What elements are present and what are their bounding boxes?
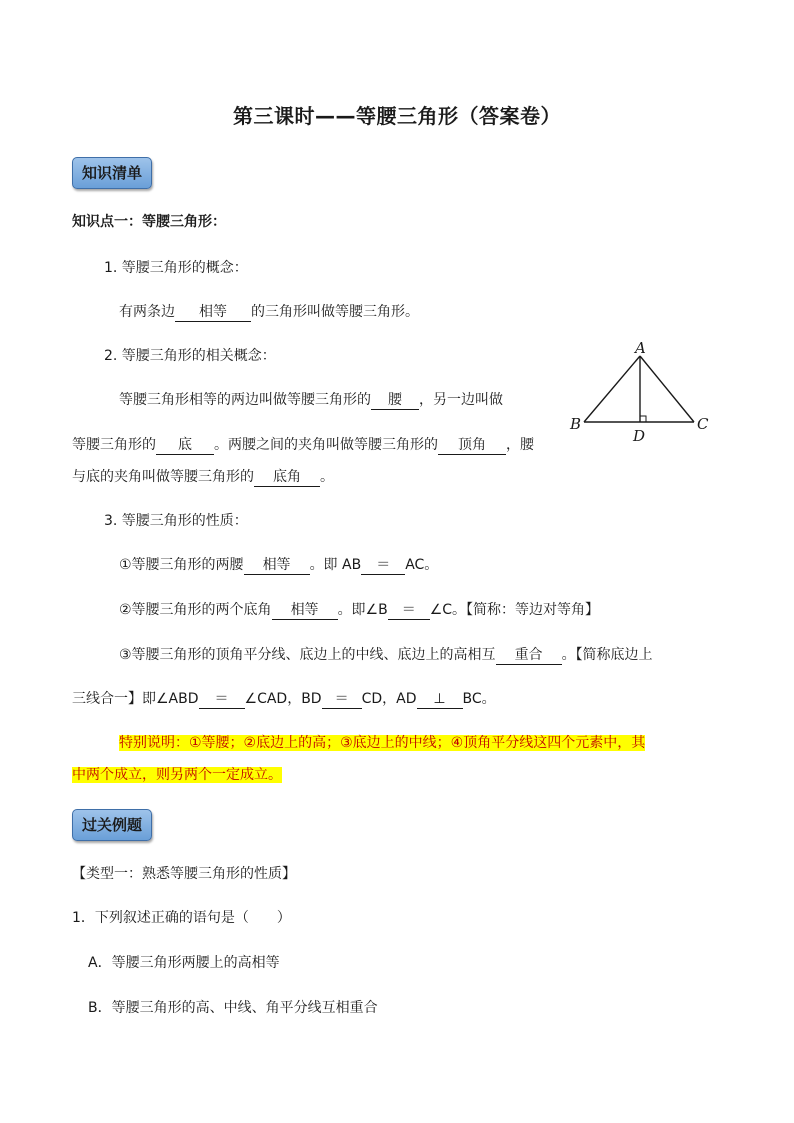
answer-blank: 相等 <box>244 556 310 575</box>
answer-blank: 相等 <box>175 303 251 322</box>
knowledge-point-heading: 知识点一：等腰三角形： <box>72 214 226 230</box>
text: 。即 AB <box>309 557 362 573</box>
text: BC。 <box>462 691 496 707</box>
text: 等腰三角形的 <box>72 437 156 453</box>
property-2 <box>119 600 599 620</box>
isosceles-triangle-figure <box>566 342 716 446</box>
point-d-label: D <box>633 427 646 445</box>
answer-blank: ＝ <box>361 556 405 575</box>
answer-blank: 底 <box>156 436 214 455</box>
text: ∠C。【简称：等边对等角】 <box>429 602 600 618</box>
question1-option-a: A．等腰三角形两腰上的高相等 <box>88 955 280 971</box>
property-1 <box>119 555 438 575</box>
item2-line1 <box>119 390 503 410</box>
property-3-continued <box>72 689 496 709</box>
vertex-b-label: B <box>570 415 582 433</box>
text: CD，AD <box>361 691 417 707</box>
text: 。即∠B <box>337 602 388 618</box>
answer-blank: ＝ <box>199 690 245 709</box>
answer-blank: ＝ <box>388 601 430 620</box>
text: 。【简称底边上 <box>561 647 653 663</box>
text: 三线合一】即∠ABD <box>72 691 199 707</box>
text: AC。 <box>405 557 439 573</box>
text: 等腰三角形相等的两边叫做等腰三角形的 <box>119 392 371 408</box>
special-note-line1 <box>119 733 645 753</box>
answer-blank: 底角 <box>254 468 320 487</box>
text: ②等腰三角形的两个底角 <box>119 602 272 618</box>
item2-line2 <box>72 435 534 455</box>
type1-heading: 【类型一：熟悉等腰三角形的性质】 <box>72 866 296 882</box>
right-angle-mark <box>640 416 646 422</box>
property-3 <box>119 645 653 665</box>
side-ac <box>640 356 694 422</box>
text: ①等腰三角形的两腰 <box>119 557 244 573</box>
text: ，腰 <box>506 437 534 453</box>
text: ③等腰三角形的顶角平分线、底边上的中线、底边上的高相互 <box>119 647 496 663</box>
item2-line3 <box>72 467 334 487</box>
text: 。两腰之间的夹角叫做等腰三角形的 <box>214 437 438 453</box>
answer-blank: 顶角 <box>438 436 506 455</box>
section-badge-knowledge: 知识清单 <box>72 157 152 189</box>
special-note-line2 <box>72 765 282 785</box>
text: 的三角形叫做等腰三角形。 <box>251 304 419 320</box>
page-title: 第三课时——等腰三角形（答案卷） <box>233 104 561 128</box>
item3-label: 3. 等腰三角形的性质： <box>104 513 248 529</box>
text: ∠CAD，BD <box>244 691 322 707</box>
vertex-c-label: C <box>697 415 709 433</box>
section-badge-examples: 过关例题 <box>72 809 152 841</box>
answer-blank: ⊥ <box>417 690 463 709</box>
item1-definition <box>119 302 419 322</box>
highlighted-note: 特别说明：①等腰；②底边上的高；③底边上的中线；④顶角平分线这四个元素中，其 <box>119 735 646 751</box>
question1-stem: 1．下列叙述正确的语句是（ ） <box>72 910 291 926</box>
highlighted-note: 中两个成立，则另两个一定成立。 <box>72 767 282 783</box>
answer-blank: ＝ <box>322 690 362 709</box>
answer-blank: 相等 <box>272 601 338 620</box>
text: 。 <box>320 469 334 485</box>
item1-label: 1. 等腰三角形的概念： <box>104 260 248 276</box>
side-ab <box>584 356 640 422</box>
vertex-a-label: A <box>635 342 646 357</box>
answer-blank: 腰 <box>371 391 419 410</box>
item2-label: 2. 等腰三角形的相关概念： <box>104 348 276 364</box>
text: 有两条边 <box>119 304 175 320</box>
answer-blank: 重合 <box>496 646 562 665</box>
text: ，另一边叫做 <box>419 392 503 408</box>
text: 与底的夹角叫做等腰三角形的 <box>72 469 254 485</box>
question1-option-b: B．等腰三角形的高、中线、角平分线互相重合 <box>88 1000 378 1016</box>
